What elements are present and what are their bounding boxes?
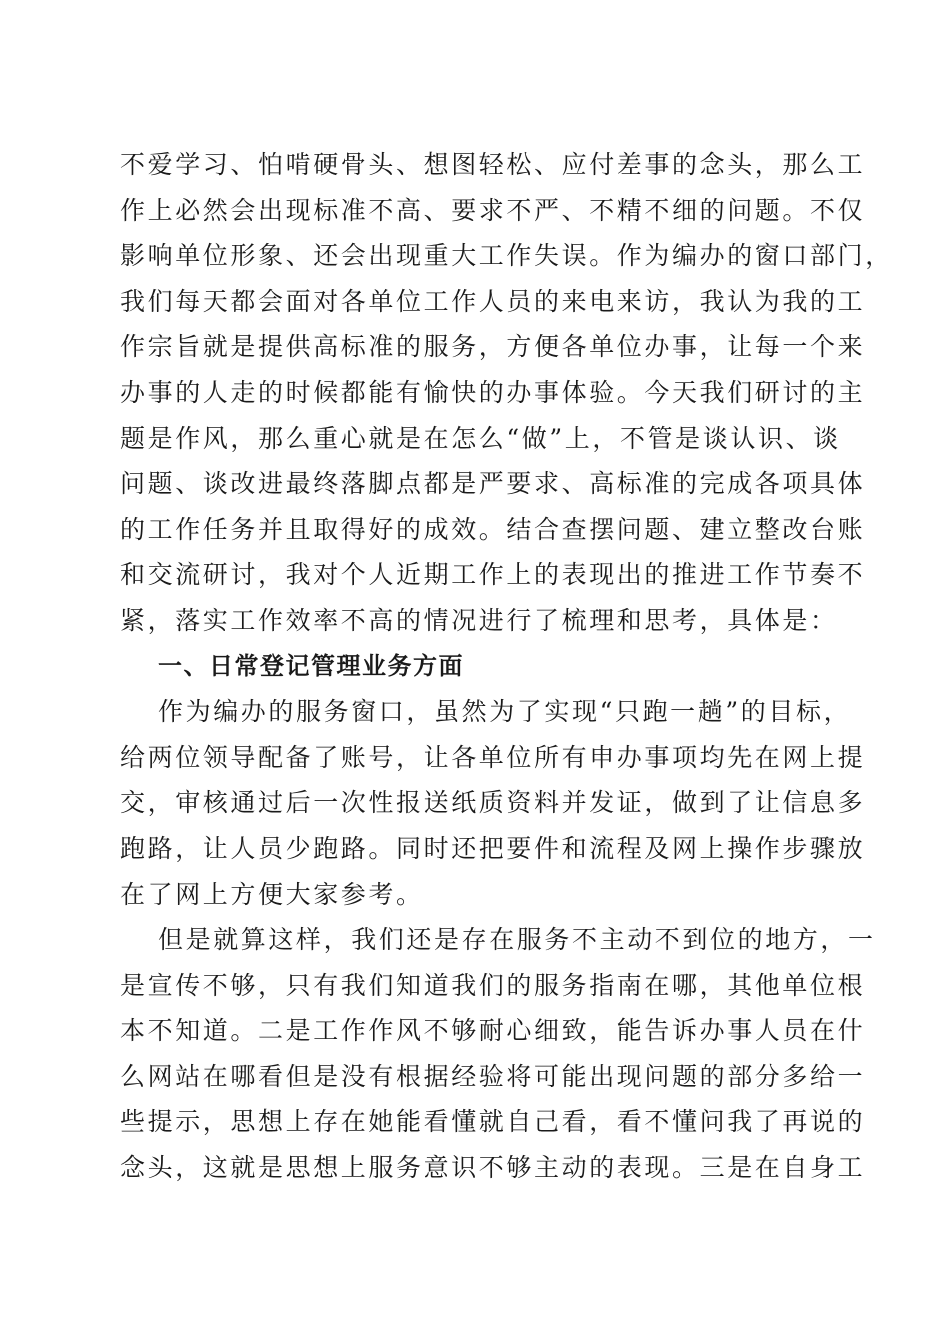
text-line: 题是作风，那么重心就是在怎么“做”上，不管是谈认识、谈	[120, 423, 841, 453]
text-line: 是宣传不够，只有我们知道我们的服务指南在哪，其他单位根	[120, 970, 866, 1000]
paragraph-1	[120, 142, 893, 644]
text-line: 问题、谈改进最终落脚点都是严要求、高标准的完成各项具体	[120, 469, 866, 499]
text-line: 念头，这就是思想上服务意识不够主动的表现。三是在自身工	[120, 1153, 866, 1183]
text-line: 办事的人走的时候都能有愉快的办事体验。今天我们研讨的主	[120, 377, 866, 407]
text-line: 么网站在哪看但是没有根据经验将可能出现问题的部分多给一	[120, 1061, 866, 1091]
text-line: 作为编办的服务窗口，虽然为了实现“只跑一趟”的目标，	[158, 697, 852, 727]
text-line: 但是就算这样，我们还是存在服务不主动不到位的地方，一	[158, 925, 876, 955]
text-line: 我们每天都会面对各单位工作人员的来电来访，我认为我的工	[120, 286, 866, 316]
paragraph-3	[120, 917, 876, 1191]
text-line: 些提示，思想上存在她能看懂就自己看，看不懂问我了再说的	[120, 1107, 866, 1137]
text-line: 的工作任务并且取得好的成效。结合查摆问题、建立整改台账	[120, 514, 866, 544]
text-line: 作宗旨就是提供高标准的服务，方便各单位办事，让每一个来	[120, 332, 866, 362]
text-line: 作上必然会出现标准不高、要求不严、不精不细的问题。不仅	[120, 195, 866, 225]
text-line: 不爱学习、怕啃硬骨头、想图轻松、应付差事的念头，那么工	[120, 150, 866, 179]
text-line: 和交流研讨，我对个人近期工作上的表现出的推进工作节奏不	[120, 560, 866, 590]
text-line: 在了网上方便大家参考。	[120, 879, 424, 909]
text-line: 本不知道。二是工作作风不够耐心细致，能告诉办事人员在什	[120, 1016, 866, 1046]
text-line: 跑路，让人员少跑路。同时还把要件和流程及网上操作步骤放	[120, 833, 866, 863]
section-heading: 一、日常登记管理业务方面	[158, 651, 464, 680]
text-line: 影响单位形象、还会出现重大工作失误。作为编办的窗口部门，	[120, 241, 893, 271]
paragraph-2	[120, 689, 866, 917]
text-line: 紧，落实工作效率不高的情况进行了梳理和思考，具体是：	[120, 605, 838, 635]
document-body	[120, 142, 893, 1191]
text-line: 交，审核通过后一次性报送纸质资料并发证，做到了让信息多	[120, 788, 866, 818]
text-line: 给两位领导配备了账号，让各单位所有申办事项均先在网上提	[120, 742, 866, 772]
